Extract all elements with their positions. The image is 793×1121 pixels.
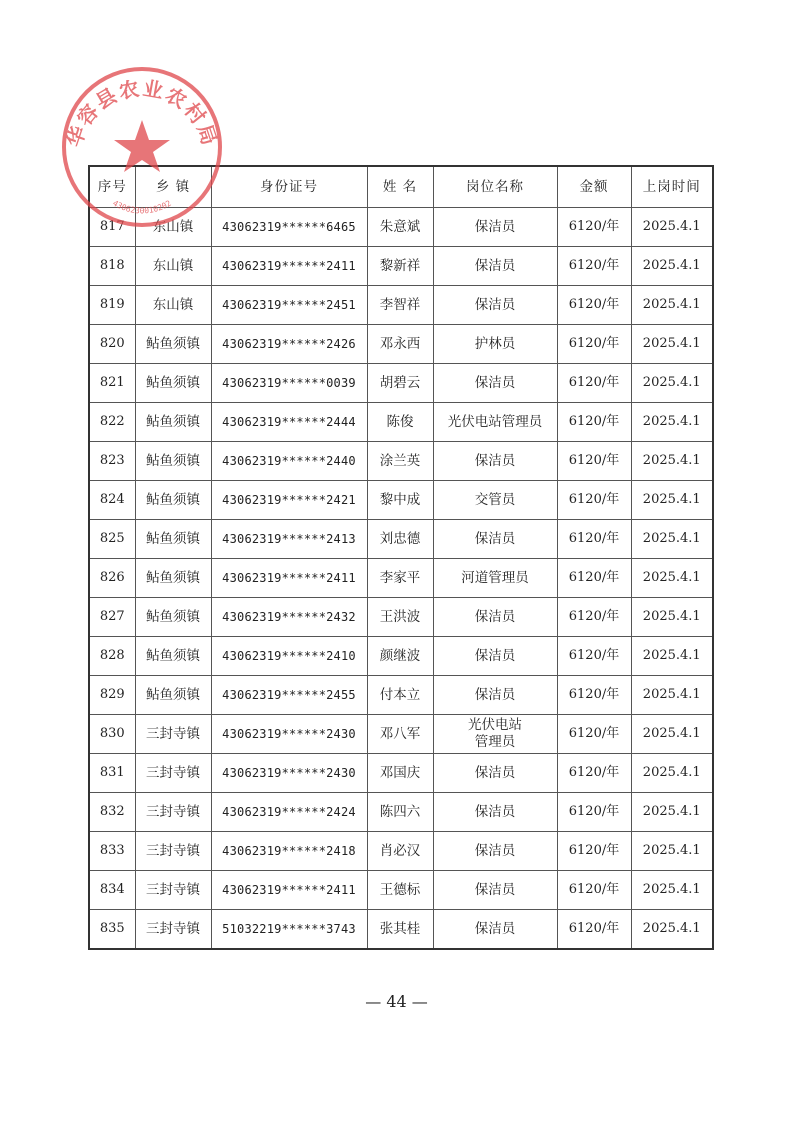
seal-code: 4306230010202 [111, 198, 173, 216]
cell-date: 2025.4.1 [631, 637, 713, 676]
table-row [89, 520, 713, 559]
cell-no: 824 [89, 481, 135, 520]
table-row [89, 715, 713, 754]
cell-town: 鲇鱼须镇 [135, 442, 211, 481]
cell-date: 2025.4.1 [631, 247, 713, 286]
cell-date: 2025.4.1 [631, 715, 713, 754]
cell-date: 2025.4.1 [631, 364, 713, 403]
table-row [89, 442, 713, 481]
cell-name: 王德标 [367, 871, 433, 910]
cell-post: 保洁员 [433, 520, 557, 559]
table-row [89, 832, 713, 871]
cell-no: 833 [89, 832, 135, 871]
table-row [89, 754, 713, 793]
cell-town: 东山镇 [135, 286, 211, 325]
cell-post: 保洁员 [433, 793, 557, 832]
cell-post: 保洁员 [433, 637, 557, 676]
cell-id-number: 43062319******2430 [211, 754, 367, 793]
cell-id-number: 43062319******2410 [211, 637, 367, 676]
cell-amount: 6120/年 [557, 247, 631, 286]
cell-date: 2025.4.1 [631, 286, 713, 325]
header-date: 上岗时间 [631, 166, 713, 208]
cell-no: 820 [89, 325, 135, 364]
header-no: 序号 [89, 166, 135, 208]
cell-no: 835 [89, 910, 135, 950]
cell-name: 张其桂 [367, 910, 433, 950]
cell-date: 2025.4.1 [631, 754, 713, 793]
cell-name: 刘忠德 [367, 520, 433, 559]
cell-amount: 6120/年 [557, 676, 631, 715]
cell-post: 交管员 [433, 481, 557, 520]
table-row [89, 910, 713, 950]
cell-post [433, 715, 557, 754]
cell-amount: 6120/年 [557, 832, 631, 871]
table-row [89, 247, 713, 286]
cell-id-number: 43062319******2430 [211, 715, 367, 754]
cell-town: 东山镇 [135, 208, 211, 247]
cell-town: 鲇鱼须镇 [135, 676, 211, 715]
table-row [89, 208, 713, 247]
page-number: — 44 — [365, 992, 428, 1011]
cell-town: 三封寺镇 [135, 832, 211, 871]
cell-no: 823 [89, 442, 135, 481]
header-id: 身份证号 [211, 166, 367, 208]
cell-id-number: 43062319******2424 [211, 793, 367, 832]
cell-name: 陈俊 [367, 403, 433, 442]
cell-town: 三封寺镇 [135, 871, 211, 910]
cell-name: 黎中成 [367, 481, 433, 520]
table-row [89, 325, 713, 364]
cell-name: 王洪波 [367, 598, 433, 637]
cell-id-number: 43062319******2411 [211, 871, 367, 910]
table-row [89, 676, 713, 715]
cell-id-number: 43062319******0039 [211, 364, 367, 403]
cell-id-number: 43062319******2413 [211, 520, 367, 559]
cell-amount: 6120/年 [557, 403, 631, 442]
table-row [89, 559, 713, 598]
cell-post: 护林员 [433, 325, 557, 364]
cell-id-number: 43062319******2440 [211, 442, 367, 481]
cell-date: 2025.4.1 [631, 208, 713, 247]
cell-town: 三封寺镇 [135, 910, 211, 950]
cell-amount: 6120/年 [557, 754, 631, 793]
cell-no: 821 [89, 364, 135, 403]
cell-amount: 6120/年 [557, 364, 631, 403]
cell-no: 834 [89, 871, 135, 910]
cell-name: 黎新祥 [367, 247, 433, 286]
cell-amount: 6120/年 [557, 481, 631, 520]
cell-id-number: 43062319******2455 [211, 676, 367, 715]
cell-amount: 6120/年 [557, 871, 631, 910]
header-post: 岗位名称 [433, 166, 557, 208]
cell-no: 827 [89, 598, 135, 637]
table-row [89, 598, 713, 637]
cell-no: 817 [89, 208, 135, 247]
cell-id-number: 43062319******6465 [211, 208, 367, 247]
cell-post: 保洁员 [433, 754, 557, 793]
cell-post-line: 光伏电站 [468, 717, 522, 734]
cell-amount: 6120/年 [557, 286, 631, 325]
cell-date: 2025.4.1 [631, 559, 713, 598]
subsidy-roster-table [88, 165, 714, 950]
cell-name: 邓永西 [367, 325, 433, 364]
cell-id-number: 43062319******2421 [211, 481, 367, 520]
cell-no: 825 [89, 520, 135, 559]
cell-amount: 6120/年 [557, 793, 631, 832]
svg-text:华容县农业农村局 [62, 76, 223, 150]
cell-post: 光伏电站管理员 [433, 403, 557, 442]
cell-name: 涂兰英 [367, 442, 433, 481]
cell-name: 李智祥 [367, 286, 433, 325]
header-town: 乡 镇 [135, 166, 211, 208]
cell-post: 保洁员 [433, 676, 557, 715]
cell-date: 2025.4.1 [631, 910, 713, 950]
cell-date: 2025.4.1 [631, 442, 713, 481]
cell-amount: 6120/年 [557, 598, 631, 637]
cell-town: 鲇鱼须镇 [135, 325, 211, 364]
cell-amount: 6120/年 [557, 520, 631, 559]
cell-no: 818 [89, 247, 135, 286]
cell-name: 肖必汉 [367, 832, 433, 871]
cell-post-line: 管理员 [474, 734, 516, 750]
table-row [89, 793, 713, 832]
header-name: 姓 名 [367, 166, 433, 208]
table-row [89, 403, 713, 442]
cell-no: 826 [89, 559, 135, 598]
cell-post: 保洁员 [433, 247, 557, 286]
cell-post: 保洁员 [433, 871, 557, 910]
cell-name: 李家平 [367, 559, 433, 598]
table-body [89, 208, 713, 950]
cell-town: 鲇鱼须镇 [135, 637, 211, 676]
cell-town: 三封寺镇 [135, 754, 211, 793]
cell-date: 2025.4.1 [631, 793, 713, 832]
cell-town: 鲇鱼须镇 [135, 481, 211, 520]
cell-no: 819 [89, 286, 135, 325]
table-row [89, 364, 713, 403]
table-row [89, 871, 713, 910]
cell-amount: 6120/年 [557, 325, 631, 364]
cell-id-number: 43062319******2451 [211, 286, 367, 325]
cell-no: 829 [89, 676, 135, 715]
cell-id-number: 51032219******3743 [211, 910, 367, 950]
cell-date: 2025.4.1 [631, 520, 713, 559]
cell-name: 邓国庆 [367, 754, 433, 793]
cell-post: 保洁员 [433, 598, 557, 637]
cell-amount: 6120/年 [557, 910, 631, 950]
cell-id-number: 43062319******2432 [211, 598, 367, 637]
cell-no: 831 [89, 754, 135, 793]
cell-date: 2025.4.1 [631, 598, 713, 637]
cell-date: 2025.4.1 [631, 676, 713, 715]
cell-amount: 6120/年 [557, 442, 631, 481]
cell-town: 鲇鱼须镇 [135, 598, 211, 637]
cell-id-number: 43062319******2444 [211, 403, 367, 442]
cell-town: 鲇鱼须镇 [135, 520, 211, 559]
cell-name: 邓八军 [367, 715, 433, 754]
cell-amount: 6120/年 [557, 559, 631, 598]
table-row [89, 286, 713, 325]
header-amount: 金额 [557, 166, 631, 208]
cell-date: 2025.4.1 [631, 481, 713, 520]
cell-id-number: 43062319******2411 [211, 247, 367, 286]
cell-name: 胡碧云 [367, 364, 433, 403]
cell-no: 832 [89, 793, 135, 832]
cell-amount: 6120/年 [557, 715, 631, 754]
cell-id-number: 43062319******2418 [211, 832, 367, 871]
cell-name: 朱意斌 [367, 208, 433, 247]
cell-post: 保洁员 [433, 286, 557, 325]
cell-post: 保洁员 [433, 364, 557, 403]
cell-no: 830 [89, 715, 135, 754]
cell-id-number: 43062319******2411 [211, 559, 367, 598]
cell-town: 三封寺镇 [135, 715, 211, 754]
cell-name: 颜继波 [367, 637, 433, 676]
cell-town: 鲇鱼须镇 [135, 364, 211, 403]
cell-town: 东山镇 [135, 247, 211, 286]
table-row [89, 481, 713, 520]
cell-post: 保洁员 [433, 442, 557, 481]
cell-post: 河道管理员 [433, 559, 557, 598]
cell-date: 2025.4.1 [631, 403, 713, 442]
cell-id-number: 43062319******2426 [211, 325, 367, 364]
cell-amount: 6120/年 [557, 637, 631, 676]
cell-no: 822 [89, 403, 135, 442]
cell-name: 付本立 [367, 676, 433, 715]
table-header-row [89, 166, 713, 208]
cell-date: 2025.4.1 [631, 871, 713, 910]
cell-post: 保洁员 [433, 910, 557, 950]
cell-date: 2025.4.1 [631, 325, 713, 364]
cell-no: 828 [89, 637, 135, 676]
table-row [89, 637, 713, 676]
cell-town: 鲇鱼须镇 [135, 559, 211, 598]
cell-town: 三封寺镇 [135, 793, 211, 832]
cell-name: 陈四六 [367, 793, 433, 832]
cell-date: 2025.4.1 [631, 832, 713, 871]
cell-amount: 6120/年 [557, 208, 631, 247]
cell-town: 鲇鱼须镇 [135, 403, 211, 442]
seal-text: 华容县农业农村局 [61, 75, 223, 150]
cell-post: 保洁员 [433, 832, 557, 871]
cell-post: 保洁员 [433, 208, 557, 247]
